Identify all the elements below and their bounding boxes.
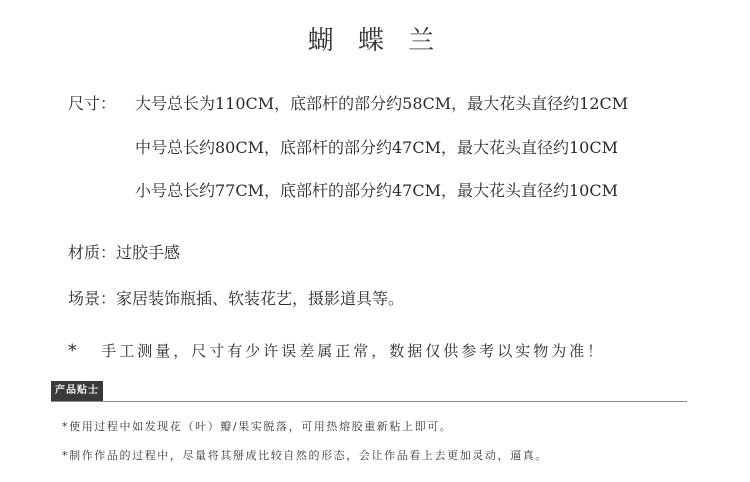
size-large-text: 大号总长为110CM，底部杆的部分约58CM，最大花头直径约12CM (135, 94, 629, 113)
tip-line-1: *使用过程中如发现花（叶）瓣/果实脱落，可用热熔胶重新粘上即可。 (62, 420, 453, 433)
product-tips-badge: 产品贴士 (51, 381, 103, 401)
size-label: 尺寸： (68, 94, 117, 113)
tip-line-2: *制作作品的过程中，尽量将其掰成比较自然的形态，会让作品看上去更加灵动，逼真。 (62, 449, 548, 462)
asterisk-icon: * (68, 341, 80, 361)
size-small-text: 小号总长约77CM，底部杆的部分约47CM，最大花头直径约10CM (135, 181, 618, 200)
material-text: 材质：过胶手感 (68, 243, 181, 262)
size-medium-text: 中号总长约80CM，底部杆的部分约47CM，最大花头直径约10CM (135, 138, 618, 157)
measurement-note (68, 340, 605, 361)
measurement-note-text: 手工测量，尺寸有少许误差属正常，数据仅供参考以实物为准！ (101, 342, 606, 360)
scene-text: 场景：家居装饰瓶插、软装花艺，摄影道具等。 (68, 289, 405, 308)
page-title: 蝴 蝶 兰 (307, 26, 443, 56)
tips-divider (51, 401, 687, 402)
